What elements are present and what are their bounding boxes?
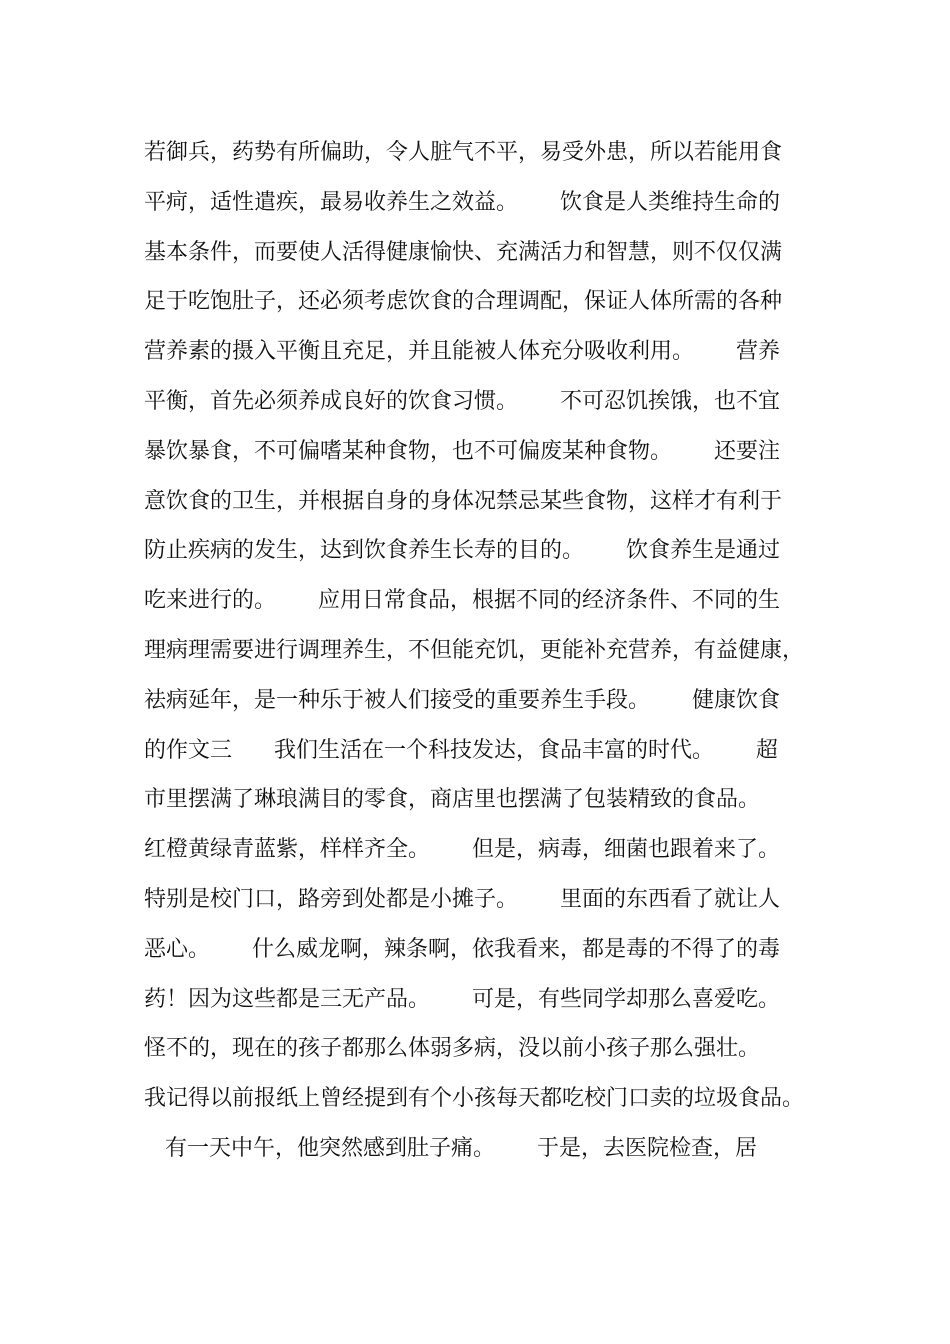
text-line: 平衡，首先必须养成良好的饮食习惯。 不可忍饥挨饿，也不宜 [144, 388, 780, 414]
text-line: 怪不的，现在的孩子都那么体弱多病，没以前小孩子那么强壮。 [144, 1036, 761, 1062]
body-text [144, 128, 824, 1174]
text-line: 暴饮暴食，不可偏嗜某种食物，也不可偏废某种食物。 还要注 [144, 438, 780, 464]
text-line: 药！因为这些都是三无产品。 可是，有些同学却那么喜爱吃。 [144, 986, 780, 1012]
text-line: 祛病延年，是一种乐于被人们接受的重要养生手段。 健康饮食 [144, 687, 780, 713]
text-line: 的作文三 我们生活在一个科技发达，食品丰富的时代。 超 [144, 737, 778, 763]
text-line: 足于吃饱肚子，还必须考虑饮食的合理调配，保证人体所需的各种 [144, 289, 783, 315]
text-line: 平疴，适性遣疾，最易收养生之效益。 饮食是人类维持生命的 [144, 189, 780, 215]
text-line: 基本条件，而要使人活得健康愉快、充满活力和智慧，则不仅仅满 [144, 239, 783, 265]
text-line: 特别是校门口，路旁到处都是小摊子。 里面的东西看了就让人 [144, 886, 780, 912]
text-line: 营养素的摄入平衡且充足，并且能被人体充分吸收利用。 营养 [144, 339, 780, 365]
text-line: 我记得以前报纸上曾经提到有个小孩每天都吃校门口卖的垃圾食品。 [144, 1086, 805, 1112]
text-line: 意饮食的卫生，并根据自身的身体况禁忌某些食物，这样才有利于 [144, 488, 783, 514]
text-line: 恶心。 什么威龙啊，辣条啊，依我看来，都是毒的不得了的毒 [144, 936, 780, 962]
text-line: 防止疾病的发生，达到饮食养生长寿的目的。 饮食养生是通过 [144, 538, 780, 564]
text-line: 有一天中午，他突然感到肚子痛。 于是，去医院检查，居 [144, 1135, 757, 1161]
text-line: 理病理需要进行调理养生，不但能充饥，更能补充营养，有益健康， [144, 637, 805, 663]
text-line: 市里摆满了琳琅满目的零食，商店里也摆满了包装精致的食品。 [144, 787, 761, 813]
text-line: 若御兵，药势有所偏助，令人脏气不平，易受外患，所以若能用食 [144, 140, 783, 165]
text-line: 红橙黄绿青蓝紫，样样齐全。 但是，病毒，细菌也跟着来了。 [144, 837, 780, 863]
text-line: 吃来进行的。 应用日常食品，根据不同的经济条件、不同的生 [144, 588, 780, 614]
